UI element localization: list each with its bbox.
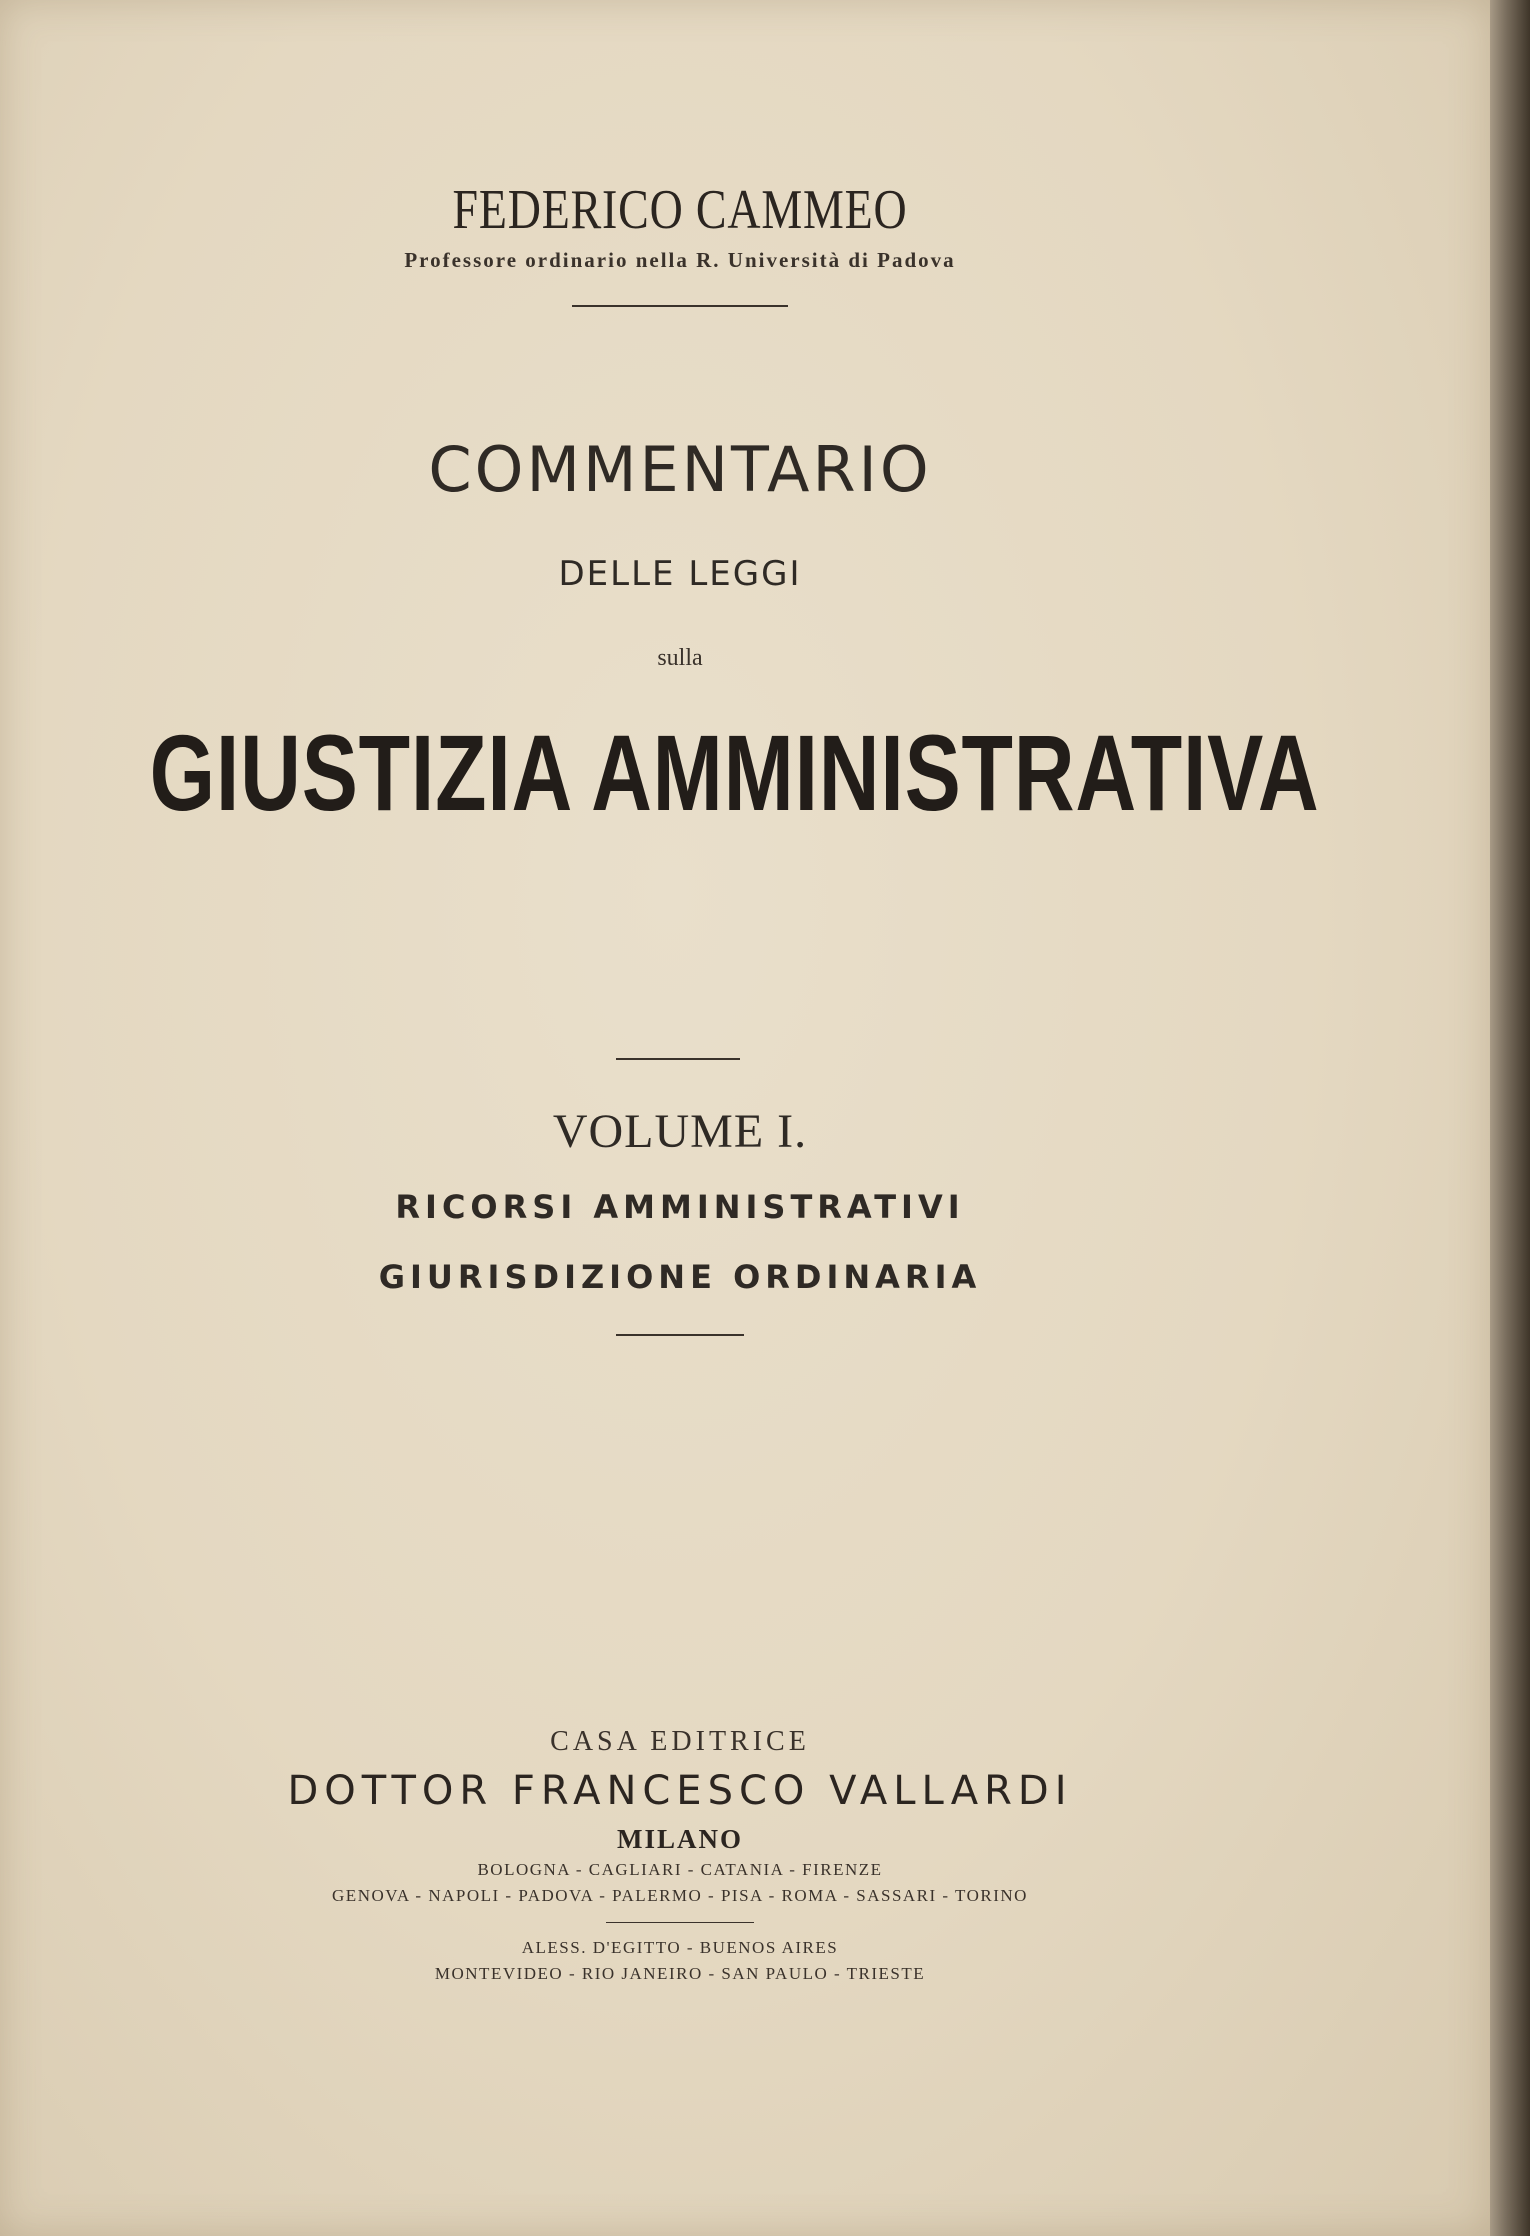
publisher-city: MILANO <box>617 1824 743 1854</box>
branch-cities: ALESS. D'EGITTO - BUENOS AIRES <box>521 1938 839 1957</box>
book-title: COMMENTARIO <box>428 433 932 506</box>
divider-rule <box>606 1922 754 1923</box>
volume-topic: GIURISDIZIONE ORDINARIA <box>378 1258 982 1296</box>
page-edge <box>1490 0 1530 2236</box>
branch-cities: MONTEVIDEO - RIO JANEIRO - SAN PAULO - TRIESTE <box>434 1964 926 1983</box>
divider-rule <box>616 1058 740 1060</box>
author-affiliation: Professore ordinario nella R. Università di Padova <box>404 248 956 272</box>
book-subtitle: DELLE LEGGI <box>558 554 802 594</box>
book-subject: GIUSTIZIA AMMINISTRATIVA <box>149 712 1320 833</box>
volume-label: VOLUME I. <box>552 1105 808 1158</box>
publisher-name: DOTTOR FRANCESCO VALLARDI <box>287 1768 1073 1814</box>
divider-rule <box>616 1334 744 1336</box>
branch-cities: BOLOGNA - CAGLIARI - CATANIA - FIRENZE <box>477 1860 883 1879</box>
publisher-label: CASA EDITRICE <box>550 1726 810 1757</box>
author-name: FEDERICO CAMMEO <box>452 179 908 241</box>
branch-cities: GENOVA - NAPOLI - PADOVA - PALERMO - PISA - ROMA - SASSARI - TORINO <box>332 1886 1028 1905</box>
volume-topic: RICORSI AMMINISTRATIVI <box>395 1188 965 1226</box>
divider-rule <box>572 305 788 307</box>
book-title-conjunction: sulla <box>657 645 703 671</box>
